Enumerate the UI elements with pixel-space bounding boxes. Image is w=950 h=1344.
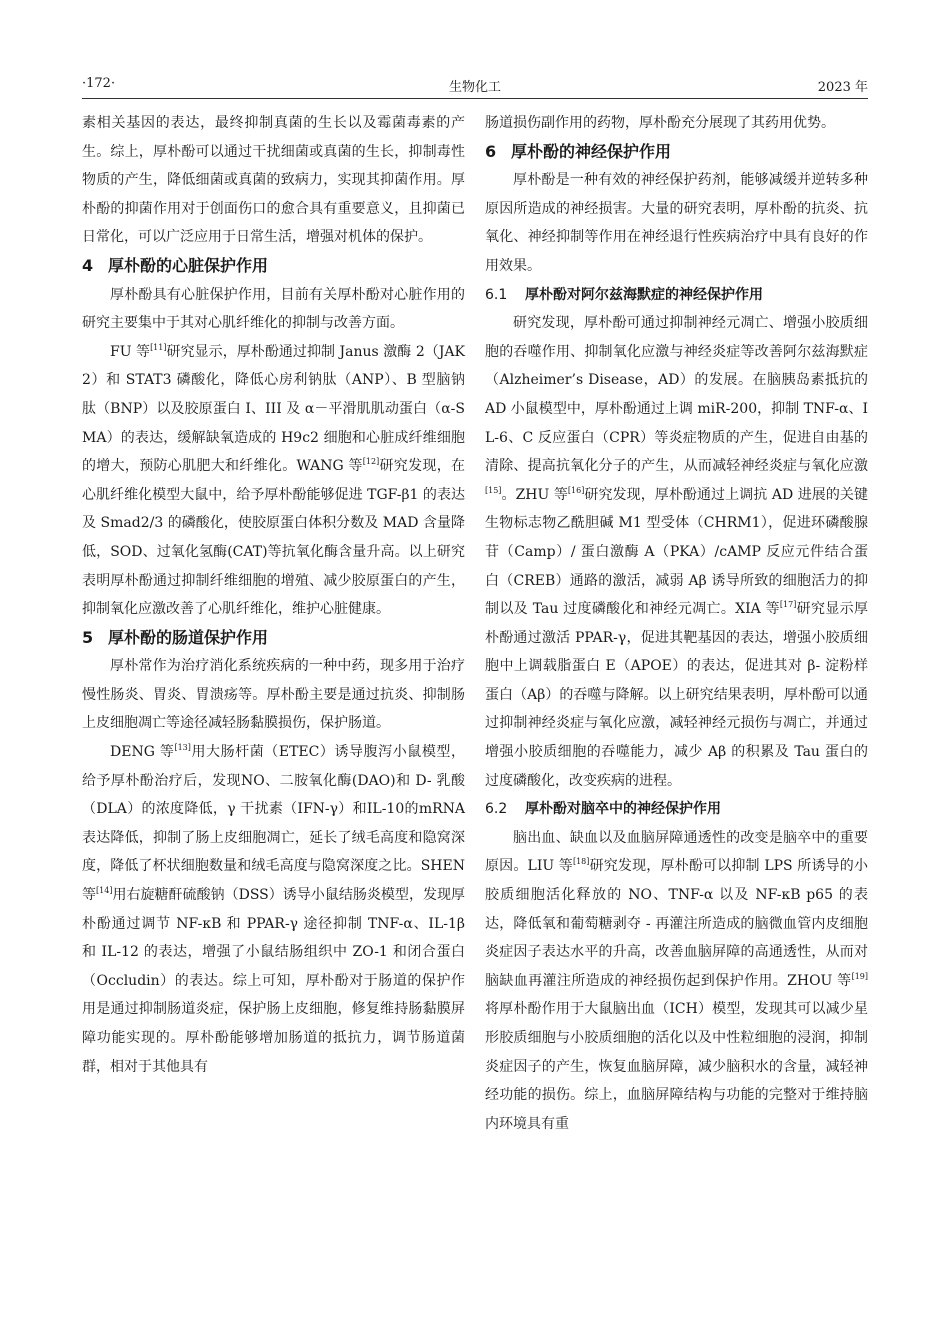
page-number: ·172· [82,76,116,91]
section-heading-5 [82,624,465,653]
publication-year: 2023 年 [817,80,868,95]
subsection-number: 6.1 [485,286,508,303]
section-title: 厚朴酚的神经保护作用 [511,141,672,161]
text-run: 研究显示，厚朴酚通过抑制 Janus 激酶 2（JAK2）和 STAT3 磷酸化，降低心房利钠肽（ANP）、B 型脑钠肽（BNP）以及胶原蛋白 I、III 及 α－平滑肌肌动蛋白（α-SMA）的表达，缓解缺氧造成的 H9c2 细胞和心脏成纤维细胞的增大，预防心肌肥大和纤维化。WANG 等 [82,343,465,475]
subsection-heading-6-2 [485,795,868,824]
text-run: DENG 等 [110,744,175,761]
citation-ref: [17] [779,600,797,610]
section-number: 4 [82,255,94,275]
citation-ref: [19] [851,971,868,981]
subsection-title: 厚朴酚对脑卒中的神经保护作用 [525,801,721,818]
subsection-heading-6-1 [485,281,868,310]
text-run: 脑出血、缺血以及血脑屏障通透性的改变是脑卒中的重要原因。LIU 等 [485,829,868,875]
paragraph [485,309,868,795]
text-run: 研究发现，厚朴酚通过上调抗 AD 进展的关键生物标志物乙酰胆碱 M1 型受体（CHRM1），促进环磷酸腺苷（Camp）/ 蛋白激酶 A（PKA）/cAMP 反应元件结合蛋白（CREB）通路的激活，减弱 Aβ 诱导所致的细胞活力的抑制以及 Tau 过度磷酸化和神经元凋亡。XIA 等 [485,486,869,618]
citation-ref: [16] [567,485,585,495]
section-title: 厚朴酚的肠道保护作用 [108,627,269,647]
section-number: 5 [82,627,94,647]
subsection-title: 厚朴酚对阿尔兹海默症的神经保护作用 [525,286,763,303]
paragraph [82,738,465,1081]
text-run: FU 等 [110,343,151,360]
text-run: 研究发现，厚朴酚可以抑制 LPS 所诱导的小胶质细胞活化释放的 NO、TNF-α 以及 NF-κB p65 的表达，降低氧和葡萄糖剥夺 - 再灌注所造成的脑微血管内皮细胞炎症因子表达水平的升高，改善血脑屏障的高通透性，从而对脑缺血再灌注所造成的神经损伤起到保护作用。ZHOU 等 [485,858,868,989]
paragraph: 厚朴常作为治疗消化系统疾病的一种中药，现多用于治疗慢性肠炎、胃炎、胃溃疡等。厚朴酚主要是通过抗炎、抑制肠上皮细胞凋亡等途径减轻肠黏膜损伤，保护肠道。 [82,658,465,732]
text-run: 将厚朴酚作用于大鼠脑出血（ICH）模型，发现其可以减少星形胶质细胞与小胶质细胞的活化以及中性粒细胞的浸润，抑制炎症因子的产生，恢复血脑屏障，减少脑积水的含量，减轻神经功能的损伤。综上，血脑屏障结构与功能的完整对于维持脑内环境具有重 [485,1001,868,1132]
text-run: 用大肠杆菌（ETEC）诱导腹泻小鼠模型，给予厚朴酚治疗后，发现NO、二胺氧化酶(DAO)和 D- 乳酸（DLA）的浓度降低，γ 干扰素（IFN-γ）和IL-10的mRNA表达降低，抑制了肠上皮细胞凋亡，延长了绒毛高度和隐窝深度，降低了杯状细胞数量和绒毛高度与隐窝深度之比。SHEN 等 [82,744,465,904]
paragraph-continued: 素相关基因的表达，最终抑制真菌的生长以及霉菌毒素的产生。综上，厚朴酚可以通过干扰细菌或真菌的生长，抑制毒性物质的产生，降低细菌或真菌的致病力，实现其抑菌作用。厚朴酚的抑菌作用对于创面伤口的愈合具有重要意义，且抑菌已日常化，可以广泛应用于日常生活，增强对机体的保护。 [82,115,465,246]
section-title: 厚朴酚的心脏保护作用 [108,255,269,275]
citation-ref: [11] [150,342,167,352]
paragraph [82,338,465,624]
journal-name: 生物化工 [448,80,501,95]
paragraph-continued: 肠道损伤副作用的药物，厚朴酚充分展现了其药用优势。 [485,115,835,131]
right-column [485,109,868,1138]
citation-ref: [18] [572,857,590,867]
text-run: 研究发现，厚朴酚可通过抑制神经元凋亡、增强小胶质细胞的吞噬作用、抑制氧化应激与神经炎症等改善阿尔兹海默症（Alzheimer’s Disease，AD）的发展。在脑胰岛素抵抗的 AD 小鼠模型中，厚朴酚通过上调 miR-200，抑制 TNF-α、IL-6、C 反应蛋白（CPR）等炎症物质的产生，促进自由基的清除、提高抗氧化分子的产生，从而减轻神经炎症与氧化应激 [485,315,868,475]
citation-ref: [15] [485,485,502,495]
text-run: 。ZHU 等 [501,486,568,503]
paragraph [485,824,868,1139]
text-run: 用右旋糖酐硫酸钠（DSS）诱导小鼠结肠炎模型，发现厚朴酚通过调节 NF-κB 和 PPAR-γ 途径抑制 TNF-α、IL-1β 和 IL-12 的表达，增强了小鼠结肠组织中 ZO-1 和闭合蛋白（Occludin）的表达。综上可知，厚朴酚对于肠道的保护作用是通过抑制肠道炎症，保护肠上皮细胞，修复维持肠黏膜屏障功能实现的。厚朴酚能够增加肠道的抵抗力，调节肠道菌群，相对于其他具有 [82,887,466,1075]
left-column [82,109,465,1081]
running-header [82,72,868,99]
citation-ref: [14] [96,886,113,896]
section-heading-4 [82,252,465,281]
section-number: 6 [485,141,497,161]
paragraph: 厚朴酚具有心脏保护作用，目前有关厚朴酚对心脏作用的研究主要集中于其对心肌纤维化的抑制与改善方面。 [82,286,465,332]
text-run: 研究发现，在心肌纤维化模型大鼠中，给予厚朴酚能够促进 TGF-β1 的表达及 Smad2/3 的磷酸化，使胶原蛋白体积分数及 MAD 含量降低，SOD、过氧化氢酶(CAT)等抗氧化酶含量升高。以上研究表明厚朴酚通过抑制纤维细胞的增殖、减少胶原蛋白的产生，抑制氧化应激改善了心肌纤维化，维护心脏健康。 [82,458,466,618]
subsection-number: 6.2 [485,801,508,818]
section-heading-6 [485,138,868,167]
citation-ref: [13] [174,743,191,753]
text-run: 研究显示厚朴酚通过激活 PPAR-γ，促进其靶基因的表达，增强小胶质细胞中上调载脂蛋白 E（APOE）的表达，促进其对 β- 淀粉样蛋白（Aβ）的吞噬与降解。以上研究结果表明，厚朴酚可以通过抑制神经炎症与氧化应激，减轻神经元损伤与凋亡，并通过增强小胶质细胞的吞噬能力，减少 Aβ 的积累及 Tau 蛋白的过度磷酸化，改变疾病的进程。 [485,601,868,789]
paragraph: 厚朴酚是一种有效的神经保护药剂，能够减缓并逆转多种原因所造成的神经损害。大量的研究表明，厚朴酚的抗炎、抗氧化、神经抑制等作用在神经退行性疾病治疗中具有良好的作用效果。 [485,172,868,274]
citation-ref: [12] [362,457,380,467]
